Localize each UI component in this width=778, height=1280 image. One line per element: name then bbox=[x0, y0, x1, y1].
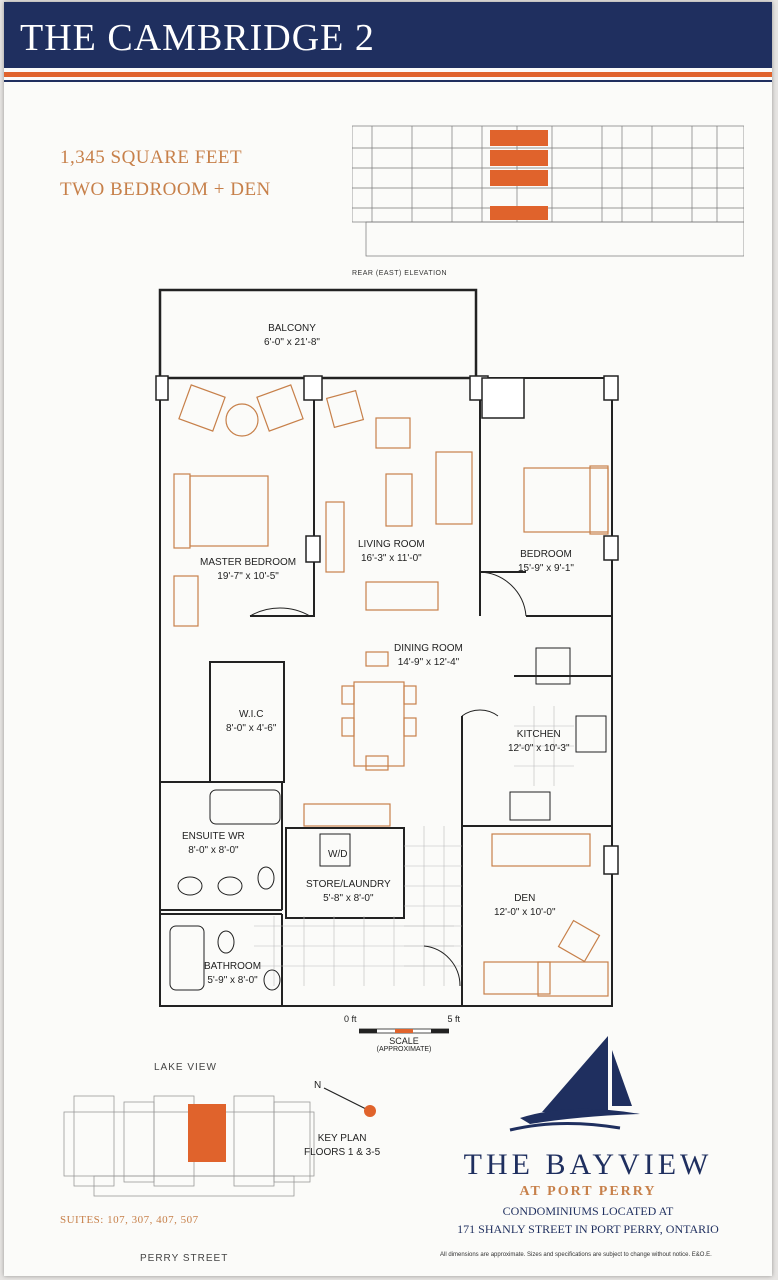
suite-numbers: SUITES: 107, 307, 407, 507 bbox=[60, 1214, 199, 1226]
header-banner bbox=[4, 2, 772, 68]
north-arrow-icon bbox=[312, 1076, 382, 1122]
brand-sub: AT PORT PERRY bbox=[519, 1184, 657, 1199]
room-bathroom: BATHROOM 5'-9" x 8'-0" bbox=[204, 961, 262, 986]
room-laundry: STORE/LAUNDRY 5'-8" x 8'-0" bbox=[306, 879, 391, 904]
scale-zero: 0 ft bbox=[344, 1014, 357, 1024]
orange-stripe bbox=[4, 72, 772, 77]
key-plan-title: KEY PLAN FLOORS 1 & 3-5 bbox=[304, 1133, 381, 1158]
elevation-label: REAR (EAST) ELEVATION bbox=[352, 270, 448, 277]
bayview-brand bbox=[418, 1148, 758, 1236]
floorplan-sheet bbox=[4, 2, 772, 1276]
perry-street-label: PERRY STREET bbox=[140, 1253, 229, 1264]
svg-text:N: N bbox=[314, 1080, 322, 1091]
square-feet: 1,345 SQUARE FEET bbox=[60, 147, 243, 168]
suite-specs bbox=[60, 142, 271, 206]
scale-bar bbox=[344, 1014, 464, 1053]
room-den: DEN 12'-0" x 10'-0" bbox=[494, 893, 556, 918]
disclaimer: All dimensions are approximate. Sizes and specifications are subject to change without notice. E&O.E. bbox=[440, 1252, 712, 1258]
key-plan-drawing bbox=[54, 1082, 324, 1212]
page-title: THE CAMBRIDGE 2 bbox=[20, 17, 375, 59]
room-dining: DINING ROOM 14'-9" x 12'-4" bbox=[394, 643, 463, 668]
lake-view-label: LAKE VIEW bbox=[154, 1062, 217, 1073]
room-bedroom: BEDROOM 15'-9" x 9'-1" bbox=[518, 549, 574, 574]
scale-note: (APPROXIMATE) bbox=[376, 1046, 432, 1053]
room-wd: W/D bbox=[328, 849, 348, 860]
scale-five: 5 ft bbox=[447, 1014, 460, 1024]
brand-location-2: 171 SHANLY STREET IN PORT PERRY, ONTARIO bbox=[457, 1222, 719, 1236]
room-master-bedroom: MASTER BEDROOM 19'-7" x 10'-5" bbox=[200, 557, 297, 582]
sailboat-logo bbox=[500, 1032, 650, 1142]
room-wic: W.I.C 8'-0" x 4'-6" bbox=[226, 709, 277, 734]
brand-location-1: CONDOMINIUMS LOCATED AT bbox=[502, 1204, 674, 1218]
room-balcony: BALCONY 6'-0" x 21'-8" bbox=[264, 323, 320, 348]
scale-ruler bbox=[359, 1028, 449, 1034]
brand-name: THE BAYVIEW bbox=[463, 1148, 713, 1181]
rear-elevation-drawing bbox=[352, 118, 744, 268]
room-kitchen: KITCHEN 12'-0" x 10'-3" bbox=[508, 729, 570, 754]
suite-type: TWO BEDROOM + DEN bbox=[60, 179, 271, 200]
room-living: LIVING ROOM 16'-3" x 11'-0" bbox=[358, 539, 425, 564]
scale-label: SCALE bbox=[389, 1036, 419, 1046]
navy-stripe bbox=[4, 80, 772, 82]
room-ensuite: ENSUITE WR 8'-0" x 8'-0" bbox=[182, 831, 245, 856]
